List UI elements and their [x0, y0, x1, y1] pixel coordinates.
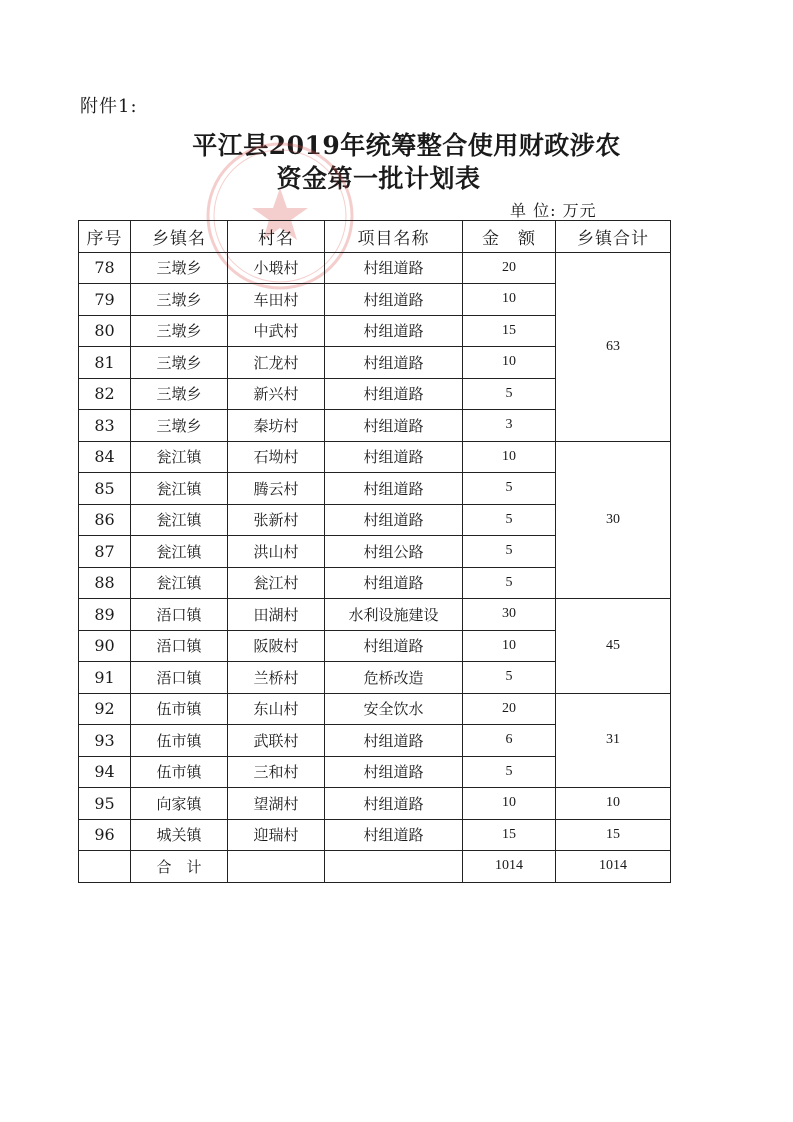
- table-total-row: [79, 851, 671, 883]
- row-amount: 6: [463, 725, 556, 757]
- total-no-cell: [79, 851, 131, 883]
- row-town: 瓮江镇: [131, 441, 228, 473]
- row-village: 新兴村: [228, 378, 325, 410]
- row-village: 武联村: [228, 725, 325, 757]
- row-village: 阪陂村: [228, 630, 325, 662]
- row-no: 83: [79, 410, 131, 442]
- row-project: 村组道路: [325, 378, 463, 410]
- row-village: 石坳村: [228, 441, 325, 473]
- row-town: 城关镇: [131, 819, 228, 851]
- row-project: 村组公路: [325, 536, 463, 568]
- document-title-line1: 平江县2019年统筹整合使用财政涉农: [192, 131, 621, 160]
- row-no: 89: [79, 599, 131, 631]
- table-row: [79, 693, 671, 725]
- row-amount: 15: [463, 819, 556, 851]
- row-amount: 5: [463, 473, 556, 505]
- town-total-cell: 15: [556, 819, 671, 851]
- row-amount: 5: [463, 504, 556, 536]
- col-header-amount: 金 额: [463, 221, 556, 253]
- unit-label: 单 位: 万元: [510, 201, 597, 220]
- row-no: 96: [79, 819, 131, 851]
- town-total-cell: 63: [556, 252, 671, 441]
- row-amount: 5: [463, 378, 556, 410]
- row-village: 瓮江村: [228, 567, 325, 599]
- row-town: 瓮江镇: [131, 504, 228, 536]
- table-row: [79, 252, 671, 284]
- total-label: 合 计: [131, 851, 228, 883]
- row-amount: 15: [463, 315, 556, 347]
- row-no: 95: [79, 788, 131, 820]
- row-amount: 20: [463, 693, 556, 725]
- row-town: 伍市镇: [131, 756, 228, 788]
- row-amount: 20: [463, 252, 556, 284]
- row-project: 村组道路: [325, 410, 463, 442]
- row-no: 87: [79, 536, 131, 568]
- row-amount: 3: [463, 410, 556, 442]
- row-village: 迎瑞村: [228, 819, 325, 851]
- row-amount: 5: [463, 567, 556, 599]
- row-no: 92: [79, 693, 131, 725]
- row-village: 兰桥村: [228, 662, 325, 694]
- row-village: 洪山村: [228, 536, 325, 568]
- attachment-label: 附件1:: [80, 96, 138, 117]
- row-no: 78: [79, 252, 131, 284]
- col-header-village: 村名: [228, 221, 325, 253]
- row-village: 张新村: [228, 504, 325, 536]
- row-village: 腾云村: [228, 473, 325, 505]
- row-amount: 5: [463, 536, 556, 568]
- row-village: 汇龙村: [228, 347, 325, 379]
- row-project: 危桥改造: [325, 662, 463, 694]
- row-project: 村组道路: [325, 567, 463, 599]
- row-village: 三和村: [228, 756, 325, 788]
- row-amount: 10: [463, 347, 556, 379]
- row-village: 车田村: [228, 284, 325, 316]
- row-town: 伍市镇: [131, 693, 228, 725]
- table-row: [79, 441, 671, 473]
- row-amount: 10: [463, 788, 556, 820]
- row-town: 三墩乡: [131, 284, 228, 316]
- row-no: 79: [79, 284, 131, 316]
- row-no: 91: [79, 662, 131, 694]
- row-project: 村组道路: [325, 315, 463, 347]
- row-no: 93: [79, 725, 131, 757]
- row-project: 村组道路: [325, 252, 463, 284]
- table-body: [79, 252, 671, 851]
- col-header-town-total: 乡镇合计: [556, 221, 671, 253]
- row-village: 东山村: [228, 693, 325, 725]
- row-town: 三墩乡: [131, 378, 228, 410]
- total-amount: 1014: [463, 851, 556, 883]
- row-town: 向家镇: [131, 788, 228, 820]
- row-project: 村组道路: [325, 347, 463, 379]
- col-header-no: 序号: [79, 221, 131, 253]
- row-project: 村组道路: [325, 819, 463, 851]
- row-no: 82: [79, 378, 131, 410]
- town-total-cell: 30: [556, 441, 671, 599]
- row-no: 81: [79, 347, 131, 379]
- row-project: 村组道路: [325, 630, 463, 662]
- row-project: 村组道路: [325, 473, 463, 505]
- row-project: 村组道路: [325, 284, 463, 316]
- row-project: 村组道路: [325, 504, 463, 536]
- town-total-cell: 31: [556, 693, 671, 788]
- row-project: 村组道路: [325, 788, 463, 820]
- row-village: 田湖村: [228, 599, 325, 631]
- row-village: 望湖村: [228, 788, 325, 820]
- town-total-cell: 45: [556, 599, 671, 694]
- table-row: [79, 819, 671, 851]
- table-row: [79, 599, 671, 631]
- town-total-cell: 10: [556, 788, 671, 820]
- total-project-cell: [325, 851, 463, 883]
- row-town: 浯口镇: [131, 662, 228, 694]
- row-amount: 5: [463, 756, 556, 788]
- total-village-cell: [228, 851, 325, 883]
- funding-plan-table: [78, 220, 671, 883]
- row-no: 88: [79, 567, 131, 599]
- row-project: 村组道路: [325, 725, 463, 757]
- row-town: 浯口镇: [131, 599, 228, 631]
- row-no: 86: [79, 504, 131, 536]
- row-no: 85: [79, 473, 131, 505]
- row-project: 水利设施建设: [325, 599, 463, 631]
- row-town: 三墩乡: [131, 410, 228, 442]
- row-town: 浯口镇: [131, 630, 228, 662]
- row-project: 安全饮水: [325, 693, 463, 725]
- row-town: 三墩乡: [131, 252, 228, 284]
- col-header-town: 乡镇名: [131, 221, 228, 253]
- row-village: 秦坊村: [228, 410, 325, 442]
- row-no: 84: [79, 441, 131, 473]
- row-amount: 30: [463, 599, 556, 631]
- row-town: 三墩乡: [131, 347, 228, 379]
- row-amount: 10: [463, 630, 556, 662]
- row-amount: 10: [463, 441, 556, 473]
- row-village: 中武村: [228, 315, 325, 347]
- row-no: 94: [79, 756, 131, 788]
- total-town-total: 1014: [556, 851, 671, 883]
- row-town: 伍市镇: [131, 725, 228, 757]
- table-row: [79, 788, 671, 820]
- table-header-row: [79, 221, 671, 253]
- row-town: 三墩乡: [131, 315, 228, 347]
- row-amount: 5: [463, 662, 556, 694]
- row-amount: 10: [463, 284, 556, 316]
- row-project: 村组道路: [325, 441, 463, 473]
- row-no: 80: [79, 315, 131, 347]
- row-no: 90: [79, 630, 131, 662]
- row-project: 村组道路: [325, 756, 463, 788]
- row-town: 瓮江镇: [131, 473, 228, 505]
- row-village: 小塅村: [228, 252, 325, 284]
- row-town: 瓮江镇: [131, 567, 228, 599]
- col-header-project: 项目名称: [325, 221, 463, 253]
- row-town: 瓮江镇: [131, 536, 228, 568]
- document-title-line2: 资金第一批计划表: [276, 164, 481, 193]
